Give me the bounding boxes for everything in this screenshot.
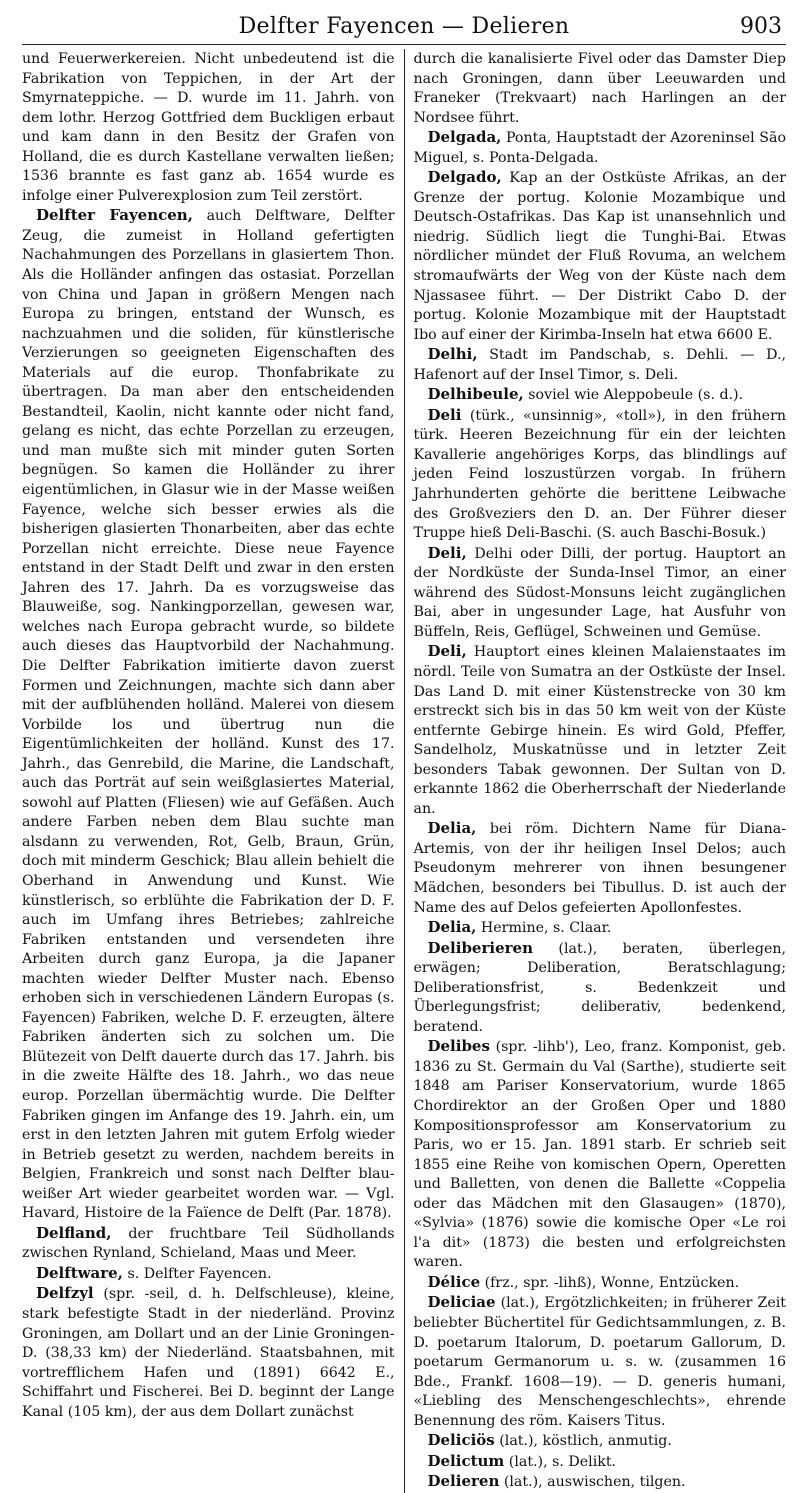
entry-text: (frz., spr. -lihß), Wonne, Entzücken.	[480, 1274, 740, 1291]
entry-text: (lat.), Ergötzlichkeiten; in früherer Zeit beliebter Büchertitel für Gedichtsammlungen, z. B. D. poetarum Italorum, D. poetarum Gallorum, D. poetarum Germanorum u. s. w. (zusammen 16 Bde., Frankf. 1608—19). — D. generis humani, «Liebling des Menschengeschlechts», ehrende Benennung des röm. Kaisers Titus.	[413, 1295, 786, 1429]
entry-text: Hermine, s. Claar.	[476, 920, 612, 937]
headword: Deli,	[427, 642, 467, 661]
entry-text: durch die kanalisierte Fivel oder das Damster Diep nach Groningen, dann über Leeuwarden und Franeker (Trekvaart) nach Harlingen an der Nordsee führt.	[413, 51, 786, 126]
headword: Délice	[427, 1272, 481, 1291]
entry-text: Delhi oder Dilli, der portug. Hauptort an der Nordküste der Sunda-Insel Timor, an einer während des Südost-Monsuns leicht zugänglichen Bai, aber in ungesunder Lage, hat Ausfuhr von Büffeln, Reis, Geflügel, Schweinen und Gemüse.	[413, 545, 786, 640]
page-header	[22, 8, 786, 45]
entry-text: auch Delftware, Delfter Zeug, die zumeist in Holland gefertigten Nachahmungen des Porzellans in glasiertem Thon. Als die Holländer anfingen das ostasiat. Porzellan von China und Japan in größern Mengen nach Europa zu bringen, entstand der Wunsch, es nachzuahmen und die soliden, für künstlerische Verzierungen so geeigneten Eigenschaften des Materials auf die europ. Thonfabrikate zu übertragen. Da man aber den entscheidenden Bestandteil, Kaolin, nicht kannte oder nicht fand, gelang es nicht, das echte Porzellan zu erzeugen, und man mußte sich mit minder guten Sorten begnügen. So kamen die Holländer zu ihrer eigentümlichen, in Glasur wie in der Masse weißen Fayence, welche sich besser erwies als die bisherigen glasierten Thonarbeiten, aber das echte Porzellan nicht erreichte. Diese neue Fayence entstand in der Stadt Delft und zwar in den ersten Jahren des 17. Jahrh. Da es vorzugsweise das Blauweiße, sog. Nankingporzellan, gewesen war, welches nach Europa gebracht wurde, so bildete auch dieses das Hauptvorbild der Nachahmung. Die Delfter Fabrikation imitierte davon zuerst Formen und Zeichnungen, machte sich dann aber mit der aufblühenden holländ. Malerei von diesem Vorbilde los und übertrug nun die Eigentümlichkeiten der holländ. Kunst des 17. Jahrh., das Genrebild, die Marine, die Landschaft, auch das Porträt auf sein weißglasiertes Material, sowohl auf Platten (Fliesen) wie auf Gefäßen. Auch andere Farben neben dem Blau suchte man alsdann zu verwenden, Rot, Gelb, Braun, Grün, doch mit minderm Geschick; Blau allein behielt die Oberhand in Anwendung und Kunst. Wie künstlerisch, so erblühte die Fabrikation der D. F. auch im Umfang ihres Betriebes; zahlreiche Fabriken entstanden und versendeten ihre Arbeiten durch ganz Europa, ja die Japaner machten wieder Delfter Muster nach. Ebenso erhoben sich in verschiedenen Ländern Europas (s. Fayencen) Fabriken, welche D. F. erzeugten, ältere Fabriken änderten sich zu solchen um. Die Blütezeit von Delft dauerte durch das 17. Jahrh. bis in die zweite Hälfte des 18. Jahrh., wo das neue europ. Porzellan übermächtig wurde. Die Delfter Fabriken gingen im Anfange des 19. Jahrh. ein, um erst in den letzten Jahren mit gutem Erfolg wieder in Betrieb gesetzt zu werden, nachdem bereits in Belgien, Frankreich und sonst nach Delfter blau-weißer Art wieder gearbeitet worden war. — Vgl. Havard, Histoire de la Faïence de Delft (Par. 1878).	[22, 208, 395, 1222]
entry-text: der fruchtbare Teil Südhollands zwischen Rynland, Schieland, Maas und Meer.	[22, 1225, 395, 1262]
entry	[414, 918, 787, 939]
headword: Deli	[427, 405, 462, 424]
entry-text: (lat.), s. Delikt.	[504, 1453, 617, 1470]
entry	[414, 1472, 787, 1493]
headword: Delfter Fayencen,	[36, 206, 193, 225]
entry	[414, 49, 787, 128]
entry	[414, 1293, 787, 1431]
entry	[414, 1431, 787, 1452]
entry-text: Ponta, Hauptstadt der Azoreninsel São Miguel, s. Ponta-Delgada.	[413, 130, 786, 166]
entry	[22, 1264, 395, 1285]
headword: Deli,	[427, 543, 467, 562]
entry-text: bei röm. Dichtern Name für Diana-Artemis, von der ihr heiligen Insel Delos; auch Pseudonym mehrerer von ihnen besungener Mädchen, besonders bei Tibullus. D. ist auch der Name des auf Delos gefeierten Apollonfestes.	[413, 821, 786, 916]
entry-text: (spr. -lihb'), Leo, franz. Komponist, geb. 1836 zu St. Germain du Val (Sarthe), studierte seit 1848 am Pariser Konservatorium, wurde 1865 Chordirektor an der Großen Oper und 1880 Kompositionsprofessor am Konservatorium zu Paris, wo er 15. Jan. 1891 starb. Er schrieb seit 1855 eine Reihe von komischen Opern, Operetten und Balletten, von denen die Ballette «Coppelia oder das Mädchen mit den Glasaugen» (1870), «Sylvia» (1876) sowie die komische Oper «Le roi l'a dit» (1873) die besten und erfolgreichsten waren.	[413, 1039, 786, 1271]
entry-text: und Feuerwerkereien. Nicht unbedeutend ist die Fabrikation von Teppichen, in der Art der Smyrnateppiche. — D. wurde im 11. Jahrh. von dem lothr. Herzog Gottfried dem Buckligen erbaut und kam dann in den Besitz der Grafen von Holland, die es durch Kastellane verwalten ließen; 1536 brannte es fast ganz ab. 1654 wurde es infolge einer Pulverexplosion zum Teil zerstört.	[22, 51, 395, 204]
entry	[414, 406, 787, 544]
entry	[414, 128, 787, 168]
entry	[22, 206, 395, 1223]
entry	[414, 642, 787, 819]
running-head: Delfter Fayencen — Delieren	[238, 14, 570, 39]
entry-text: (lat.), beraten, überlegen, erwägen; Deliberation, Beratschlagung; Deliberationsfrist, s. Bedenkzeit und Überlegungsfrist; deliberativ, bedenkend, beratend.	[413, 940, 786, 1035]
entry-text: (türk., «unsinnig», «toll»), in den frühern türk. Heeren Bezeichnung für ein der leichten Kavallerie angehöriges Korps, das blindlings auf jeden Feind loszustürzen vorgab. In frühern Jahrhunderten gehörte die berittene Leibwache des Großveziers den D. an. Der Führer dieser Truppe hieß Deli-Baschi. (S. auch Baschi-Bosuk.)	[413, 407, 786, 542]
headword: Delibes	[427, 1037, 490, 1056]
entry	[414, 939, 787, 1038]
entry-text: Hauptort eines kleinen Malaienstaates im nördl. Teile von Sumatra an der Ostküste der Insel. Das Land D. mit einer Küstenstrecke von 30 km erstreckt sich bis in das 50 km weit von der Küste entfernte Gebirge hinein. Es wird Gold, Pfeffer, Sandelholz, Muskatnüsse und in letzter Zeit besonders Tabak gewonnen. Der Sultan von D. erkannte 1862 die Oberherrschaft der Niederlande an.	[413, 644, 786, 817]
entry	[414, 345, 787, 385]
headword: Delhibeule,	[427, 385, 524, 404]
headword: Delgada,	[427, 128, 502, 147]
entry	[414, 1452, 787, 1473]
entry	[22, 1224, 395, 1264]
entry-text: soviel wie Aleppobeule (s. d.).	[523, 387, 744, 404]
headword: Delgado,	[427, 168, 502, 187]
headword: Delfland,	[36, 1223, 112, 1242]
entry-text: Stadt im Pandschab, s. Dehli. — D., Hafenort auf der Insel Timor, s. Deli.	[413, 347, 786, 383]
entry	[414, 819, 787, 918]
headword: Deliciae	[427, 1293, 496, 1312]
headword: Delieren	[427, 1472, 500, 1491]
entry-text: (lat.), auswischen, tilgen.	[499, 1474, 686, 1491]
entry	[414, 544, 787, 643]
headword: Delftware,	[36, 1263, 123, 1282]
entry-text: s. Delfter Fayencen.	[122, 1265, 272, 1282]
headword: Delia,	[427, 918, 477, 937]
right-column	[404, 49, 787, 1493]
entry-text: (spr. -seil, d. h. Delfschleuse), kleine, stark befestigte Stadt in der niederländ. Provinz Groningen, am Dollart und an der Linie Groningen-D. (38,33 km) der Niederländ. Staatsbahnen, mit vortrefflichem Hafen und (1891) 6642 E., Schiffahrt und Fischerei. Bei D. beginnt der Lange Kanal (105 km), der aus dem Dollart zunächst	[22, 1286, 395, 1420]
entry	[22, 1284, 395, 1422]
entry	[414, 1037, 787, 1273]
entry	[414, 385, 787, 406]
entry-text: (lat.), köstlich, anmutig.	[494, 1433, 672, 1450]
entry	[414, 168, 787, 345]
headword: Delfzyl	[36, 1284, 94, 1303]
entry-text: Kap an der Ostküste Afrikas, an der Grenze der portug. Kolonie Mozambique und Deutsch-Ostafrikas. Das Kap ist unansehnlich und niedrig. Südlich liegt die Tunghi-Bai. Etwas nördlicher mündet der Fluß Rovuma, an welchem stromaufwärts der Weg von der Küste nach dem Njassasee führt. — Der Distrikt Cabo D. der portug. Kolonie Mozambique mit der Hauptstadt Ibo auf einer der Kirimba-Inseln hat etwa 6600 E.	[413, 170, 786, 343]
page-number: 903	[740, 14, 782, 39]
text-columns	[22, 49, 786, 1493]
headword: Delia,	[427, 819, 477, 838]
left-column	[22, 49, 404, 1493]
headword: Deliciös	[427, 1431, 495, 1450]
headword: Delhi,	[427, 345, 478, 364]
entry	[22, 49, 395, 206]
entry	[414, 1273, 787, 1294]
headword: Delictum	[427, 1451, 505, 1470]
headword: Deliberieren	[427, 938, 533, 957]
